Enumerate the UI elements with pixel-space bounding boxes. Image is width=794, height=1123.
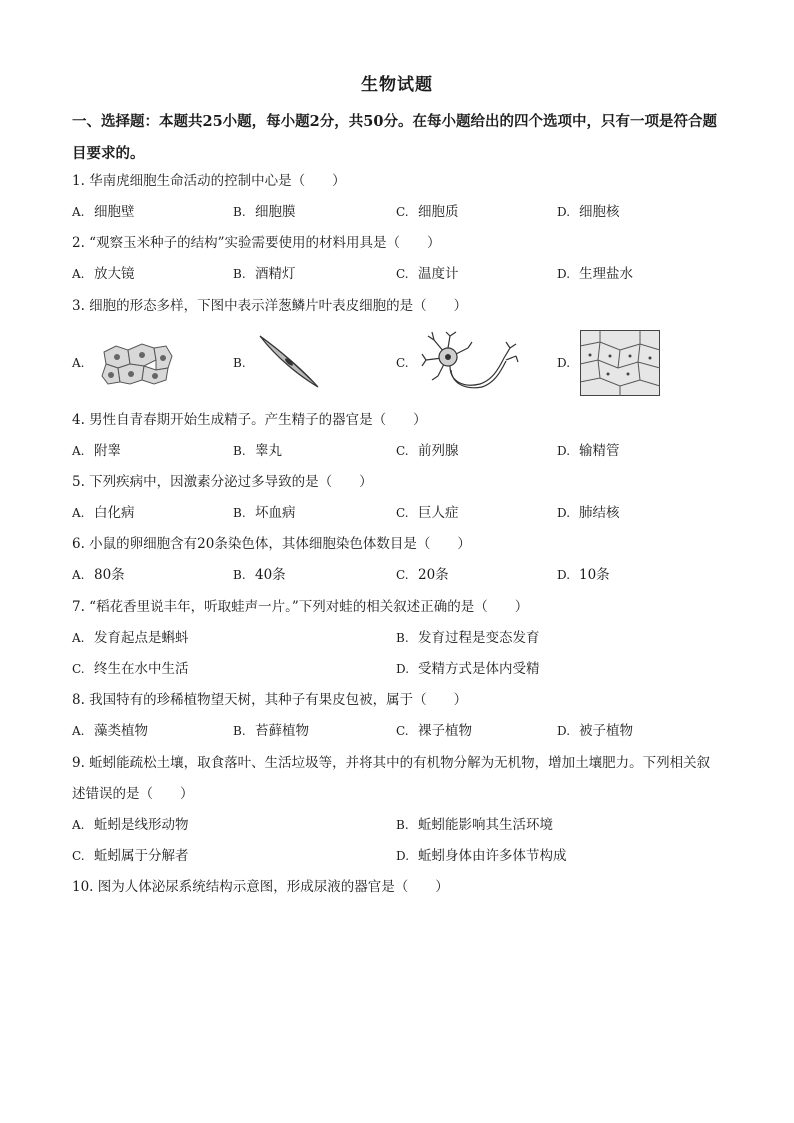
q6-option-a[interactable] (72, 565, 125, 585)
option-text: 巨人症 (418, 505, 459, 521)
q7-option-a[interactable] (72, 628, 189, 648)
option-text: 放大镜 (94, 266, 135, 282)
q4-option-a[interactable] (72, 441, 121, 461)
option-label: C. (396, 267, 409, 281)
q9-option-b[interactable] (396, 815, 553, 835)
option-text: 蚯蚓属于分解者 (94, 848, 189, 864)
option-label: A. (72, 267, 85, 281)
neuron-image (420, 330, 520, 394)
option-text: 细胞壁 (94, 204, 135, 220)
option-text: 藻类植物 (94, 723, 148, 739)
q1-option-b[interactable] (233, 202, 296, 222)
q2-option-a[interactable] (72, 264, 135, 284)
option-text: 80条 (94, 567, 125, 583)
option-label: B. (233, 444, 246, 458)
option-text: 肺结核 (579, 505, 620, 521)
q8-option-a[interactable] (72, 721, 148, 741)
q8-option-c[interactable] (396, 721, 472, 741)
option-label: B. (233, 724, 246, 738)
option-label: A. (72, 631, 85, 645)
option-text: 苔藓植物 (255, 723, 309, 739)
option-label: B. (396, 818, 409, 832)
q2-option-b[interactable] (233, 264, 296, 284)
option-label: C. (396, 444, 409, 458)
page-title: 生物试题 (361, 75, 433, 95)
onion-epidermis-cells-image (580, 330, 660, 396)
question-6-stem: 6. 小鼠的卵细胞含有20条染色体，其体细胞染色体数目是（ ） (72, 536, 471, 552)
option-label: A. (72, 205, 85, 219)
q5-option-c[interactable] (396, 503, 459, 523)
q9-option-c[interactable] (72, 846, 189, 866)
option-label: D. (557, 205, 571, 219)
option-text: 蚯蚓是线形动物 (94, 817, 189, 833)
q1-option-c[interactable] (396, 202, 459, 222)
question-1-stem: 1. 华南虎细胞生命活动的控制中心是（ ） (72, 173, 346, 189)
q3-option-d[interactable] (557, 353, 579, 373)
q1-option-d[interactable] (557, 202, 620, 222)
option-text: 细胞膜 (255, 204, 296, 220)
q5-option-d[interactable] (557, 503, 620, 523)
q1-option-a[interactable] (72, 202, 135, 222)
option-label: B. (233, 267, 246, 281)
q8-option-d[interactable] (557, 721, 633, 741)
option-label: A. (72, 568, 85, 582)
option-text: 温度计 (418, 266, 459, 282)
q6-option-b[interactable] (233, 565, 286, 585)
option-text: 细胞核 (579, 204, 620, 220)
option-label: A. (72, 506, 85, 520)
option-label: D. (557, 444, 571, 458)
option-text: 被子植物 (579, 723, 633, 739)
option-text: 输精管 (579, 443, 620, 459)
option-text: 40条 (255, 567, 286, 583)
q4-option-d[interactable] (557, 441, 620, 461)
option-text: 附睾 (94, 443, 121, 459)
option-label: C. (396, 506, 409, 520)
option-text: 蚯蚓能影响其生活环境 (418, 817, 553, 833)
option-label: B. (233, 506, 246, 520)
option-text: 终生在水中生活 (94, 661, 189, 677)
question-8-stem: 8. 我国特有的珍稀植物望天树，其种子有果皮包被，属于（ ） (72, 692, 468, 708)
option-text: 细胞质 (418, 204, 459, 220)
option-label: B. (233, 568, 246, 582)
q2-option-c[interactable] (396, 264, 459, 284)
option-label: C. (72, 662, 85, 676)
q3-option-c[interactable] (396, 353, 418, 373)
option-text: 酒精灯 (255, 266, 296, 282)
question-2-stem: 2. “观察玉米种子的结构”实验需要使用的材料用具是（ ） (72, 235, 441, 251)
option-label: C. (396, 356, 409, 370)
question-7-stem: 7. “稻花香里说丰年，听取蛙声一片。”下列对蛙的相关叙述正确的是（ ） (72, 599, 529, 615)
q6-option-c[interactable] (396, 565, 449, 585)
option-label: A. (72, 444, 85, 458)
q5-option-b[interactable] (233, 503, 296, 523)
option-label: D. (557, 506, 571, 520)
option-text: 白化病 (94, 505, 135, 521)
q6-option-d[interactable] (557, 565, 610, 585)
option-label: C. (396, 205, 409, 219)
option-label: D. (557, 568, 571, 582)
question-5-stem: 5. 下列疾病中，因激素分泌过多导致的是（ ） (72, 474, 373, 490)
option-label: C. (72, 849, 85, 863)
question-3-stem: 3. 细胞的形态多样，下图中表示洋葱鳞片叶表皮细胞的是（ ） (72, 298, 468, 314)
option-text: 蚯蚓身体由许多体节构成 (418, 848, 567, 864)
q3-option-b[interactable] (233, 353, 255, 373)
q9-option-a[interactable] (72, 815, 189, 835)
epithelial-cells-image (100, 338, 174, 388)
option-label: A. (72, 818, 85, 832)
option-label: D. (396, 662, 410, 676)
option-label: B. (233, 356, 246, 370)
q4-option-c[interactable] (396, 441, 459, 461)
question-4-stem: 4. 男性自青春期开始生成精子。产生精子的器官是（ ） (72, 412, 427, 428)
option-text: 受精方式是体内受精 (418, 661, 540, 677)
option-label: D. (396, 849, 410, 863)
option-label: D. (557, 356, 571, 370)
option-label: B. (233, 205, 246, 219)
option-text: 裸子植物 (418, 723, 472, 739)
q8-option-b[interactable] (233, 721, 309, 741)
question-9-stem: 9. 蚯蚓能疏松土壤，取食落叶、生活垃圾等，并将其中的有机物分解为无机物，增加土壤肥力。下列相关叙述错误的是（ ） (72, 755, 711, 802)
option-label: D. (557, 724, 571, 738)
q7-option-c[interactable] (72, 659, 189, 679)
q7-option-d[interactable] (396, 659, 540, 679)
option-text: 发育过程是变态发育 (418, 630, 540, 646)
option-label: C. (396, 568, 409, 582)
option-label: B. (396, 631, 409, 645)
option-text: 20条 (418, 567, 449, 583)
q4-option-b[interactable] (233, 441, 282, 461)
option-text: 10条 (579, 567, 610, 583)
q9-option-d[interactable] (396, 846, 567, 866)
question-10-stem: 10. 图为人体泌尿系统结构示意图，形成尿液的器官是（ ） (72, 879, 449, 895)
option-label: A. (72, 356, 85, 370)
option-text: 发育起点是蝌蚪 (94, 630, 189, 646)
option-label: A. (72, 724, 85, 738)
option-label: D. (557, 267, 571, 281)
option-text: 坏血病 (255, 505, 296, 521)
q5-option-a[interactable] (72, 503, 135, 523)
q2-option-d[interactable] (557, 264, 633, 284)
option-label: C. (396, 724, 409, 738)
smooth-muscle-cell-image (258, 333, 320, 389)
q7-option-b[interactable] (396, 628, 540, 648)
section-heading: 一、选择题：本题共25小题，每小题2分，共50分。在每小题给出的四个选项中，只有一项是符合题目要求的。 (72, 113, 717, 162)
q3-option-a[interactable] (72, 353, 94, 373)
option-text: 生理盐水 (579, 266, 633, 282)
option-text: 前列腺 (418, 443, 459, 459)
option-text: 睾丸 (255, 443, 282, 459)
